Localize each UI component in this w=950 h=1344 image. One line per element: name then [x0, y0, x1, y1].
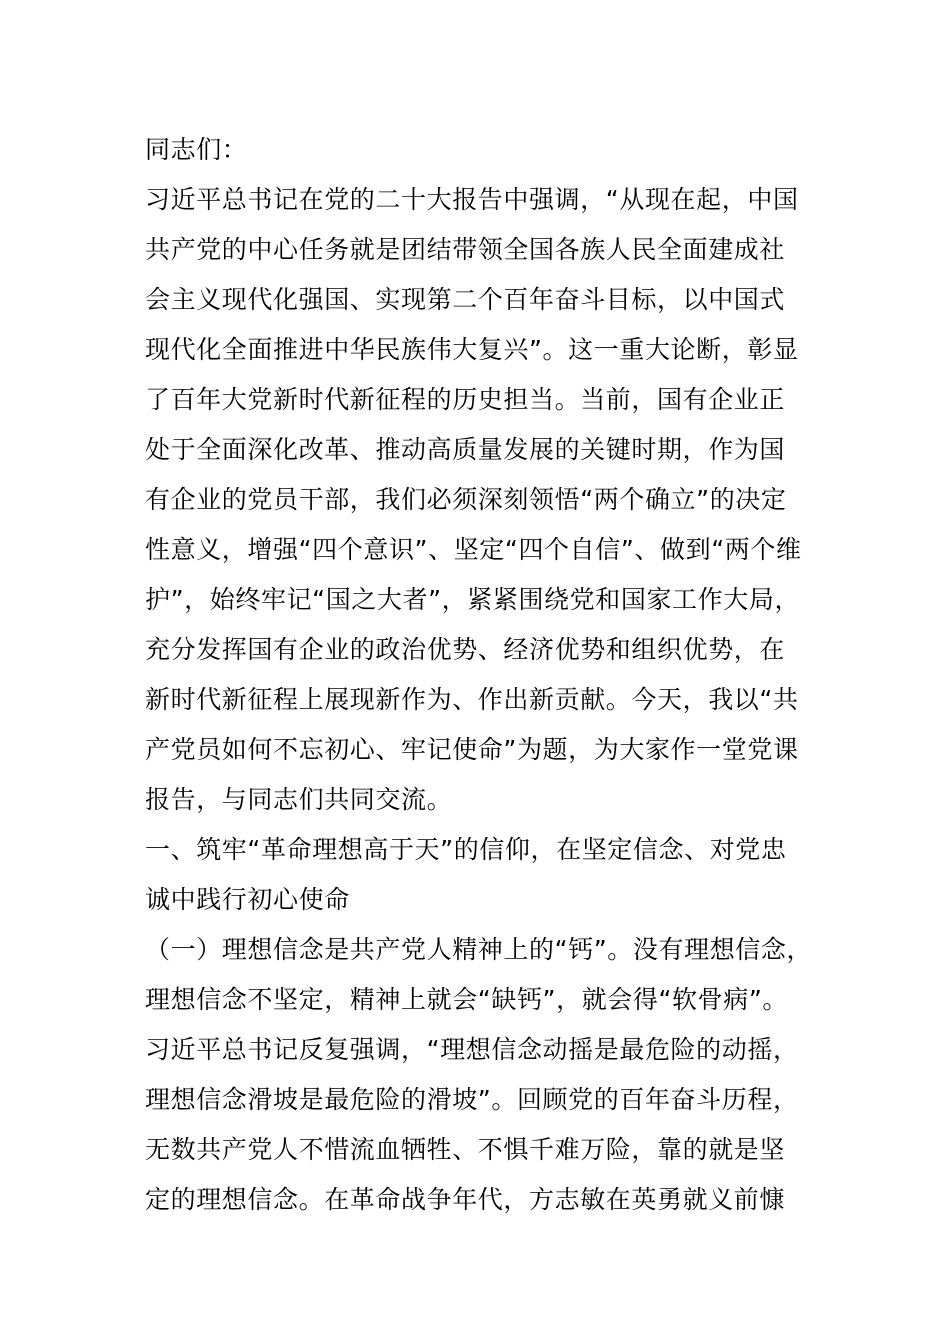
- body-line: 处于全面深化改革、推动高质量发展的关键时期，作为国: [145, 435, 786, 464]
- body-line: 性意义，增强“四个意识”、坚定“四个自信”、做到“两个维: [145, 535, 802, 564]
- body-line: 产党员如何不忘初心、牢记使命”为题，为大家作一堂党课: [145, 735, 799, 764]
- body-line: 习近平总书记在党的二十大报告中强调，“从现在起，中国: [145, 185, 799, 214]
- body-line: 会主义现代化强国、实现第二个百年奋斗目标，以中国式: [145, 285, 786, 314]
- body-line: 无数共产党人不惜流血牺牲、不惧千难万险，靠的就是坚: [145, 1135, 786, 1164]
- section-heading-line: 一、筑牢“革命理想高于天”的信仰，在坚定信念、对党忠: [145, 835, 787, 864]
- body-line: 报告，与同志们共同交流。: [145, 785, 453, 814]
- body-line: 充分发挥国有企业的政治优势、经济优势和组织优势，在: [145, 635, 786, 664]
- body-line: 共产党的中心任务就是团结带领全国各族人民全面建成社: [145, 235, 786, 264]
- body-line: 了百年大党新时代新征程的历史担当。当前，国有企业正: [145, 385, 786, 414]
- document-body: [145, 125, 835, 1225]
- body-line: 有企业的党员干部，我们必须深刻领悟“两个确立”的决定: [145, 485, 787, 514]
- body-line: 理想信念滑坡是最危险的滑坡”。回顾党的百年奋斗历程，: [145, 1085, 799, 1114]
- body-line: 定的理想信念。在革命战争年代，方志敏在英勇就义前慷: [145, 1185, 786, 1214]
- salutation-line: 同志们：: [145, 135, 248, 164]
- body-line: 习近平总书记反复强调，“理想信念动摇是最危险的动摇，: [145, 1035, 799, 1064]
- section-heading-line: 诚中践行初心使命: [145, 885, 350, 914]
- body-line: 护”，始终牢记“国之大者”，紧紧围绕党和国家工作大局，: [145, 585, 801, 614]
- body-line: 理想信念不坚定，精神上就会“缺钙”，就会得“软骨病”。: [145, 985, 789, 1014]
- body-line: 现代化全面推进中华民族伟大复兴”。这一重大论断，彰显: [145, 335, 799, 364]
- subsection-line: （一）理想信念是共产党人精神上的“钙”。没有理想信念，: [145, 935, 813, 964]
- body-line: 新时代新征程上展现新作为、作出新贡献。今天，我以“共: [145, 685, 799, 714]
